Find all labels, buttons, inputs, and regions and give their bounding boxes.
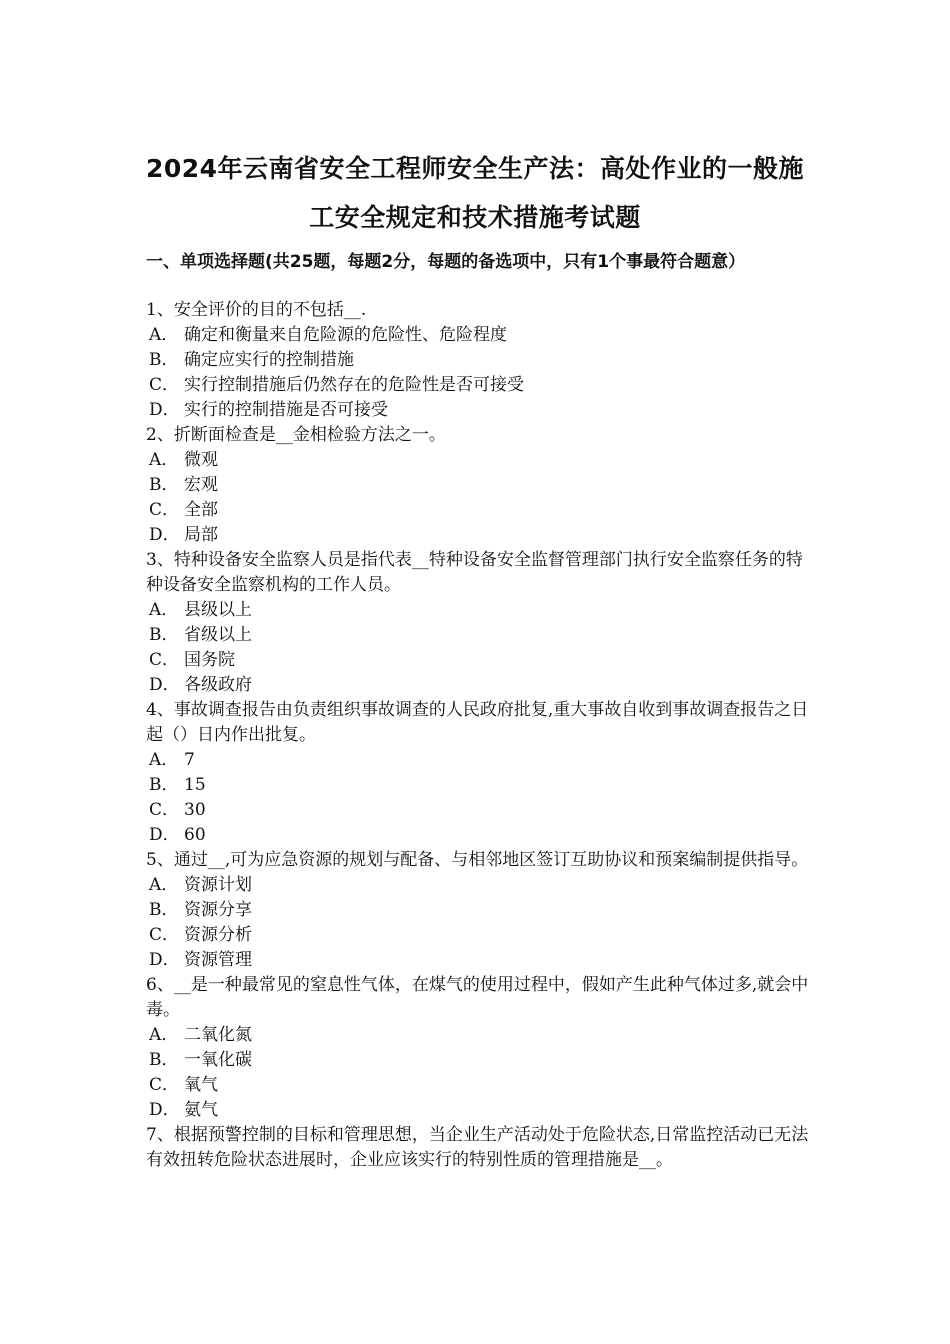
option-letter: A．: [149, 450, 179, 470]
answer-option: [146, 1023, 810, 1048]
option-text: 省级以上: [184, 625, 252, 645]
option-letter: D．: [149, 950, 180, 970]
option-letter: D．: [149, 525, 180, 545]
answer-option: [146, 373, 810, 398]
option-text: 国务院: [184, 650, 235, 670]
option-text: 60: [184, 825, 206, 845]
question-stem: 6、__是一种最常见的窒息性气体，在煤气的使用过程中，假如产生此种气体过多,就会中毒。: [146, 975, 809, 1020]
question-item: [146, 298, 810, 423]
answer-option: [146, 473, 810, 498]
option-text: 局部: [184, 525, 218, 545]
answer-option: [146, 1048, 810, 1073]
option-letter: C．: [149, 800, 180, 820]
question-stem: 1、安全评价的目的不包括__.: [146, 300, 367, 320]
option-text: 一氧化碳: [184, 1050, 252, 1070]
answer-option: [146, 873, 810, 898]
answer-option: [146, 598, 810, 623]
option-letter: B．: [149, 1050, 179, 1070]
option-text: 资源管理: [184, 950, 252, 970]
answer-option: [146, 498, 810, 523]
document-title-line-2: 工安全规定和技术措施考试题: [309, 203, 641, 232]
option-text: 各级政府: [184, 675, 252, 695]
section-heading: 一、单项选择题(共25题，每题2分，每题的备选项中，只有1个事最符合题意）: [146, 252, 746, 272]
document-title-line-1: 2024年云南省安全工程师安全生产法：高处作业的一般施: [145, 154, 805, 183]
option-text: 30: [184, 800, 206, 820]
answer-option: [146, 523, 810, 548]
question-stem: 3、特种设备安全监察人员是指代表__特种设备安全监督管理部门执行安全监察任务的特种设备安全监察机构的工作人员。: [146, 550, 803, 595]
option-text: 确定和衡量来自危险源的危险性、危险程度: [184, 325, 507, 345]
answer-option: [146, 448, 810, 473]
answer-option: [146, 323, 810, 348]
option-text: 宏观: [184, 475, 218, 495]
option-letter: D．: [149, 400, 180, 420]
answer-option: [146, 348, 810, 373]
answer-option: [146, 1098, 810, 1123]
option-text: 资源计划: [184, 875, 252, 895]
option-letter: D．: [149, 1100, 180, 1120]
option-text: 资源分析: [184, 925, 252, 945]
answer-option: [146, 923, 810, 948]
answer-option: [146, 773, 810, 798]
option-letter: D．: [149, 675, 180, 695]
option-text: 实行控制措施后仍然存在的危险性是否可接受: [184, 375, 524, 395]
answer-option: [146, 1073, 810, 1098]
question-item: [146, 848, 810, 973]
option-text: 资源分享: [184, 900, 252, 920]
option-letter: A．: [149, 600, 179, 620]
answer-option: [146, 673, 810, 698]
option-letter: C．: [149, 1075, 180, 1095]
option-letter: A．: [149, 875, 179, 895]
option-text: 15: [184, 775, 206, 795]
option-text: 微观: [184, 450, 218, 470]
option-text: 氧气: [184, 1075, 218, 1095]
option-text: 确定应实行的控制措施: [184, 350, 354, 370]
answer-option: [146, 898, 810, 923]
question-stem: 5、通过__,可为应急资源的规划与配备、与相邻地区签订互助协议和预案编制提供指导。: [146, 850, 809, 870]
option-letter: C．: [149, 500, 180, 520]
option-letter: C．: [149, 375, 180, 395]
answer-option: [146, 398, 810, 423]
option-text: 实行的控制措施是否可接受: [184, 400, 388, 420]
option-text: 7: [184, 750, 195, 770]
option-letter: D．: [149, 825, 180, 845]
question-item: [146, 973, 810, 1123]
option-letter: C．: [149, 925, 180, 945]
option-letter: C．: [149, 650, 180, 670]
option-letter: B．: [149, 625, 179, 645]
answer-option: [146, 623, 810, 648]
question-stem: 7、根据预警控制的目标和管理思想，当企业生产活动处于危险状态,日常监控活动已无法有效扭转危险状态进展时，企业应该实行的特别性质的管理措施是__。: [146, 1125, 809, 1170]
question-stem: 2、折断面检查是__金相检验方法之一。: [146, 425, 446, 445]
option-letter: B．: [149, 475, 179, 495]
question-item: [146, 548, 810, 698]
option-letter: B．: [149, 775, 179, 795]
question-item: [146, 698, 810, 848]
option-letter: B．: [149, 350, 179, 370]
option-letter: A．: [149, 750, 179, 770]
answer-option: [146, 948, 810, 973]
question-item: [146, 1123, 810, 1173]
answer-option: [146, 748, 810, 773]
option-letter: A．: [149, 1025, 179, 1045]
option-text: 氨气: [184, 1100, 218, 1120]
answer-option: [146, 798, 810, 823]
option-letter: B．: [149, 900, 179, 920]
option-text: 县级以上: [184, 600, 252, 620]
answer-option: [146, 648, 810, 673]
question-stem: 4、事故调查报告由负责组织事故调查的人民政府批复,重大事故自收到事故调查报告之日起（）日内作出批复。: [146, 700, 809, 745]
option-text: 全部: [184, 500, 218, 520]
option-text: 二氧化氮: [184, 1025, 252, 1045]
question-item: [146, 423, 810, 548]
answer-option: [146, 823, 810, 848]
option-letter: A．: [149, 325, 179, 345]
question-list: [146, 298, 810, 1173]
